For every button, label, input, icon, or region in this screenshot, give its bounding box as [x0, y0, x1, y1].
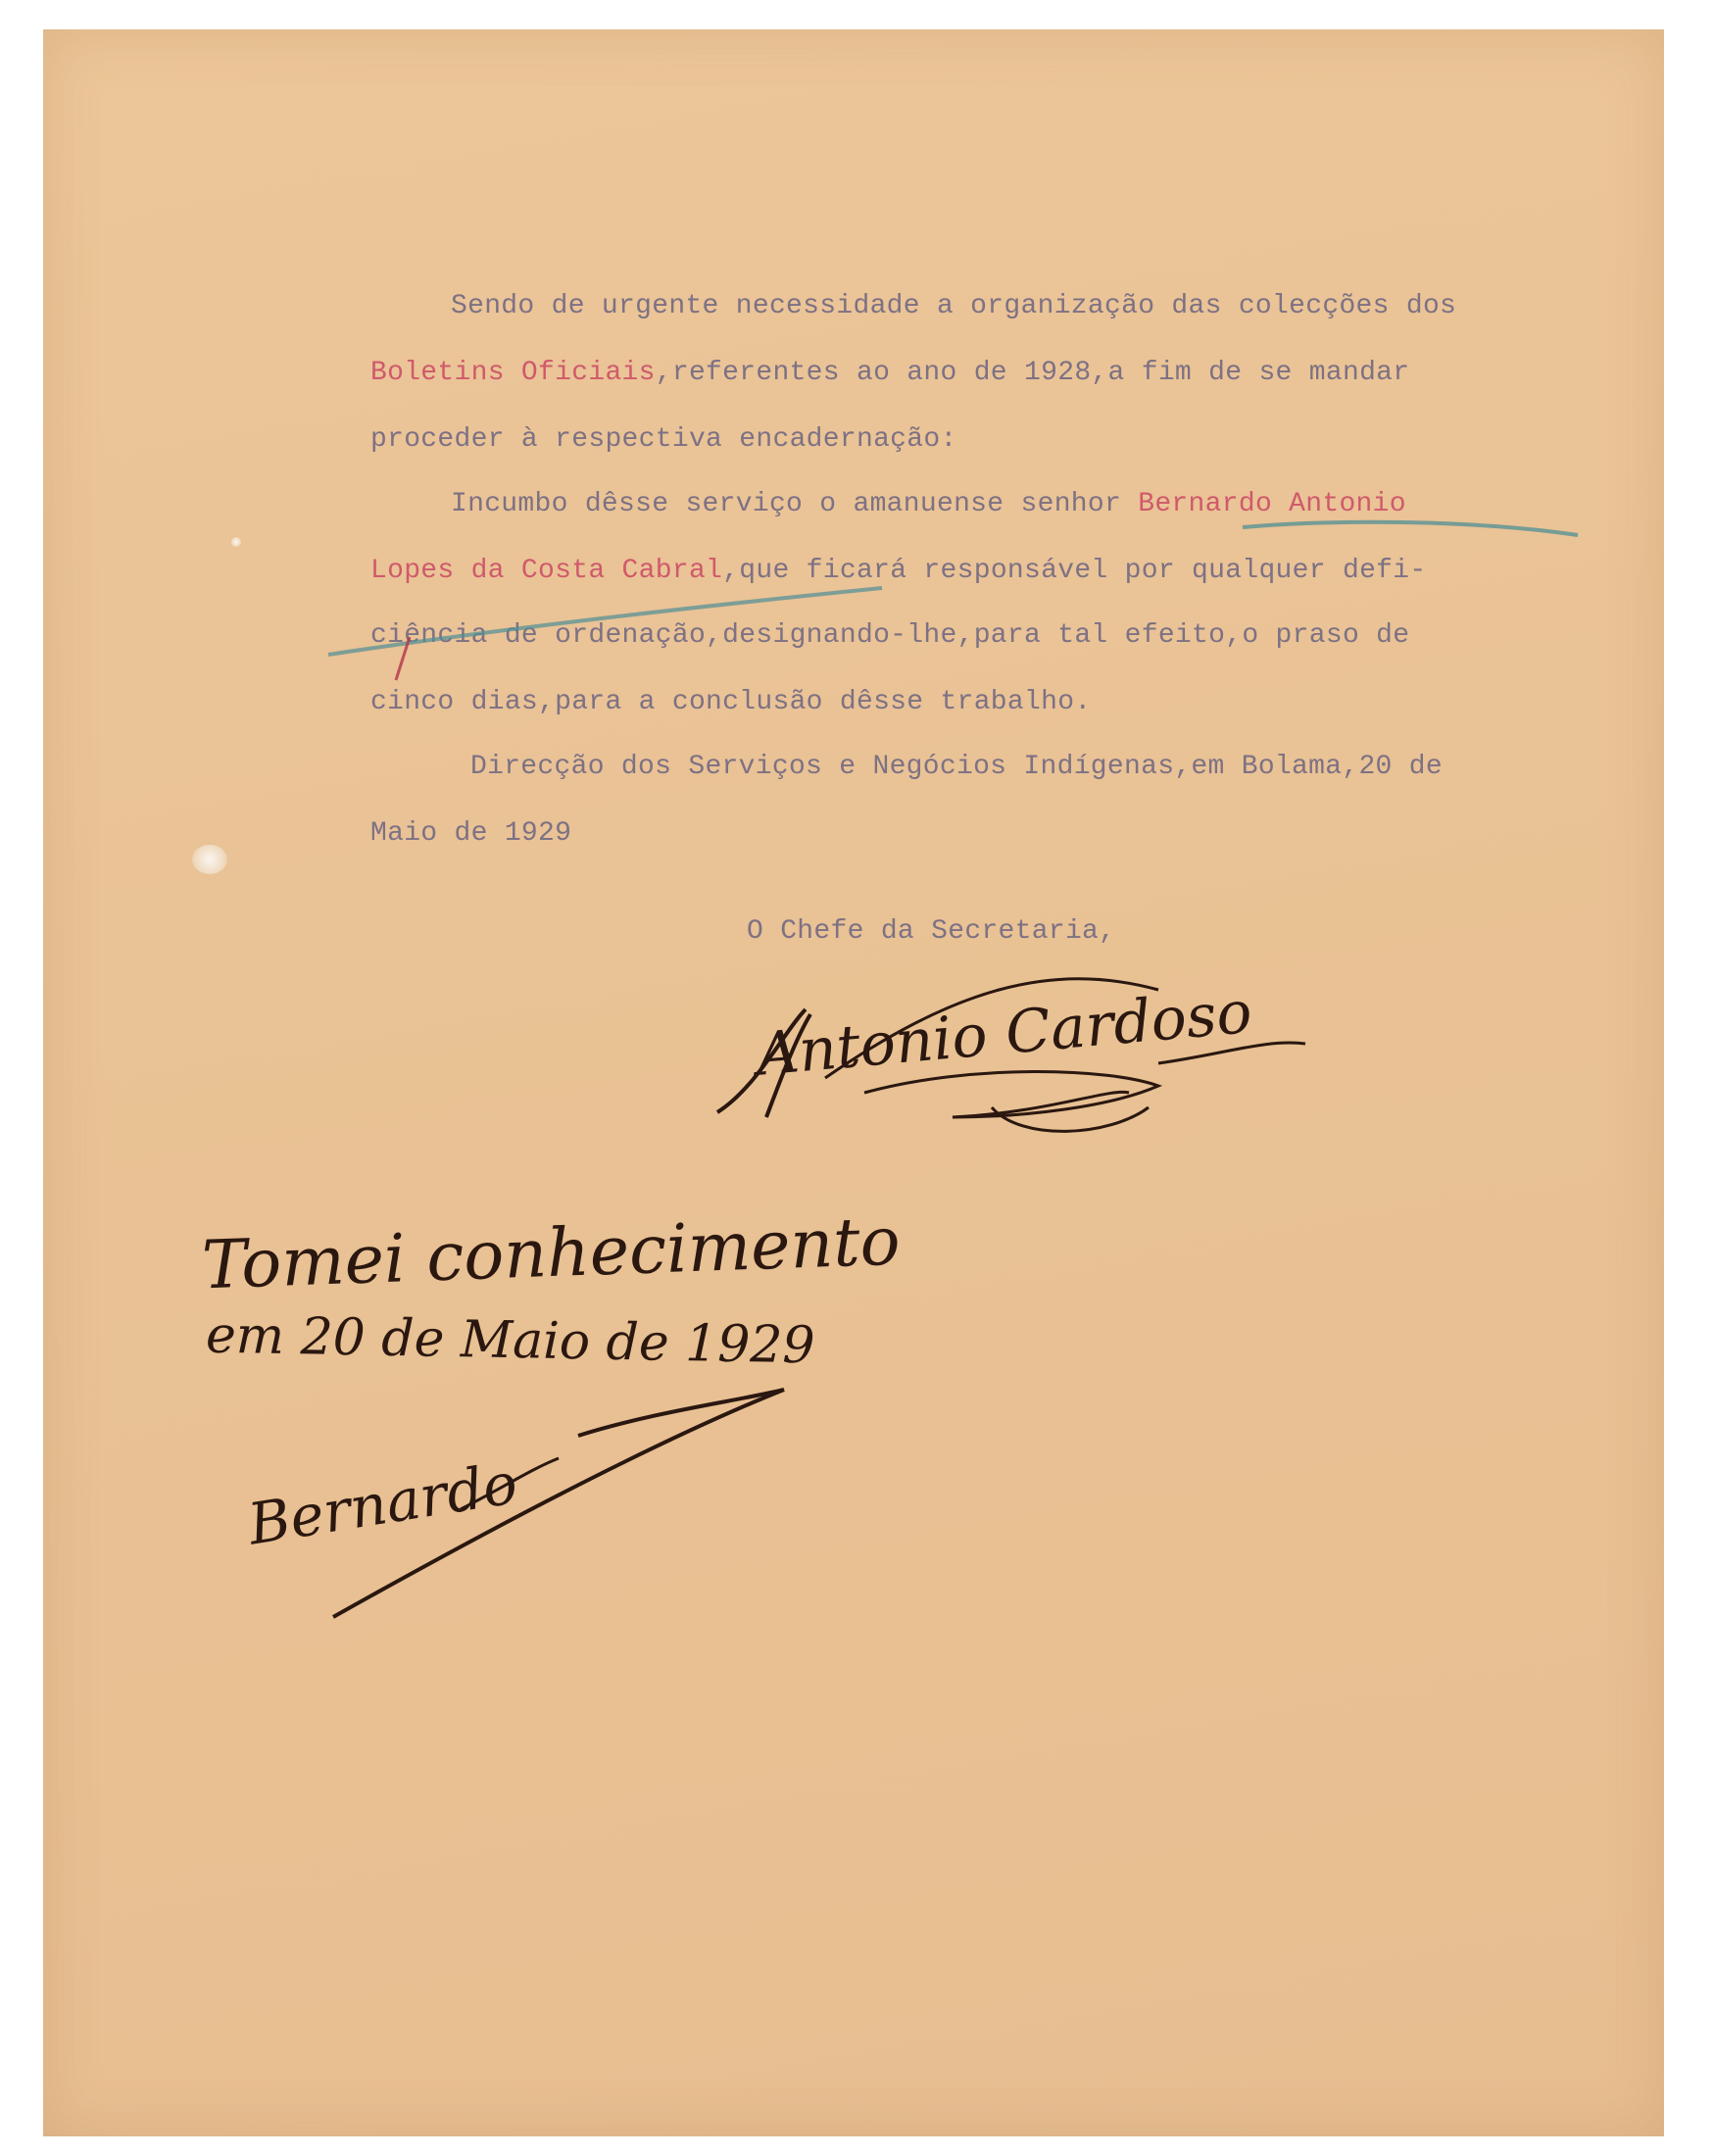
signature-2-text: Bernardo	[243, 1449, 522, 1558]
paragraph-2-line-3: ciência de ordenação,designando-lhe,para tal efeito,o praso de	[370, 620, 1410, 651]
paragraph-2-line-2: Lopes da Costa Cabral,que ficará responsável por qualquer defi-	[370, 556, 1427, 586]
place-date-line-1: Direcção dos Serviços e Negócios Indígenas,em Bolama,20 de	[470, 752, 1443, 782]
place-date-line-2: Maio de 1929	[370, 818, 572, 849]
signature-title: O Chefe da Secretaria,	[747, 916, 1116, 947]
paragraph-1-line-1: Sendo de urgente necessidade a organização das colecções dos	[451, 291, 1457, 321]
punch-hole-mark	[192, 845, 227, 874]
handwritten-note-line-2: em 20 de Maio de 1929	[205, 1305, 816, 1376]
signature-2	[245, 1382, 794, 1627]
employee-name-part-2: Lopes da Costa Cabral	[370, 556, 723, 586]
employee-name-part-1: Bernardo Antonio	[1138, 489, 1406, 519]
paragraph-1-line-3: proceder à respectiva encadernação:	[370, 424, 957, 455]
paragraph-1-line-2: Boletins Oficiais,referentes ao ano de 1928,a fim de se mandar	[370, 358, 1410, 388]
paragraph-2-line-1: Incumbo dêsse serviço o amanuense senhor Bernardo Antonio	[451, 489, 1406, 519]
handwritten-note-line-1: Tomei conhecimento	[200, 1202, 902, 1305]
paper-speck	[231, 537, 241, 547]
signature-1-text: Antonio Cardoso	[753, 977, 1255, 1090]
paragraph-2-line-4: cinco dias,para a conclusão dêsse trabalho.	[370, 687, 1092, 717]
boletins-oficiais-text: Boletins Oficiais	[370, 358, 656, 388]
signature-1	[698, 970, 1325, 1156]
